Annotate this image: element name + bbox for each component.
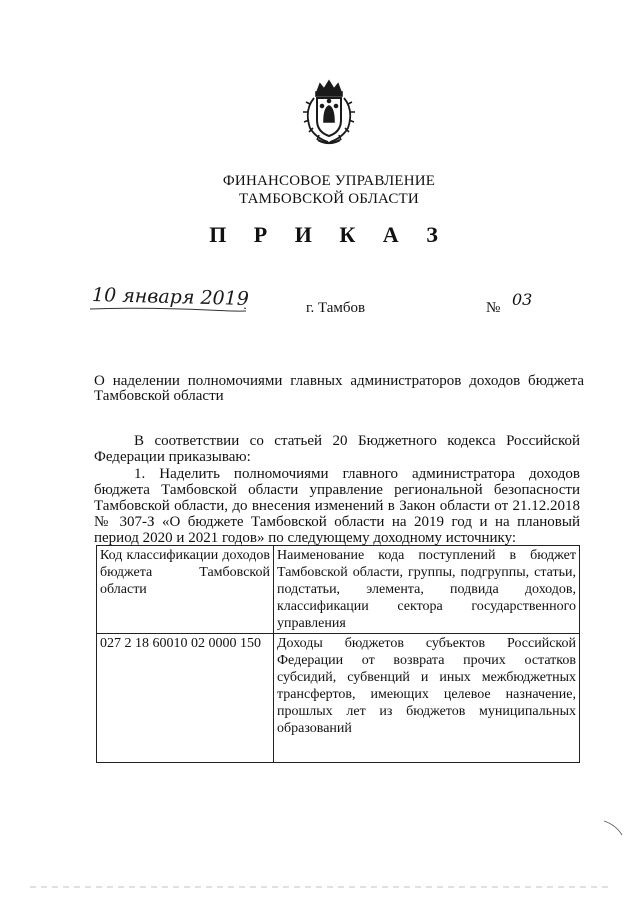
handwritten-number: 03 xyxy=(512,290,533,309)
row-cell-name: Доходы бюджетов субъектов Российской Федерации от возврата прочих остатков субсидий, субвенций и иных межбюджетных трансфертов, имеющих целевое назначение, прошлых лет из бюджетов муниципальных образований xyxy=(274,634,580,763)
organization-line-1: ФИНАНСОВОЕ УПРАВЛЕНИЕ xyxy=(222,173,436,189)
revenue-code-table xyxy=(96,545,580,763)
city-name: г. Тамбов xyxy=(306,300,366,316)
handwritten-date: 10 января 2019 xyxy=(91,283,250,311)
table-row xyxy=(97,634,580,763)
preamble-paragraph: В соответствии со статьей 20 Бюджетного кодекса Российской Федерации приказываю: xyxy=(94,433,580,465)
number-label: № xyxy=(486,300,501,316)
coat-of-arms-icon xyxy=(300,78,358,146)
organization-name xyxy=(0,172,640,208)
page-bottom-edge xyxy=(0,884,640,890)
order-subject: О наделении полномочиями главных администраторов доходов бюджета Тамбовской области xyxy=(94,373,584,404)
header-cell-name: Наименование кода поступлений в бюджет Тамбовской области, группы, подгруппы, статьи, подстатьи, элемента, подвида доходов, классификации сектора государственного управления xyxy=(274,546,580,634)
document-title: П Р И К А З xyxy=(209,222,449,247)
row-cell-code: 027 2 18 60010 02 0000 150 xyxy=(97,634,274,763)
header-cell-code: Код классификации доходов бюджета Тамбовской области xyxy=(97,546,274,634)
margin-mark xyxy=(600,815,630,855)
table-header-row xyxy=(97,546,580,634)
clause-1-paragraph: 1. Наделить полномочиями главного администратора доходов бюджета Тамбовской области управление региональной безопасности Тамбовской области, до внесения изменений в Закон области от 21.12.2018 № 307-З «О бюджете Тамбовской области на 2019 год и на плановый период 2020 и 2021 годов» по следующему доходному источнику: xyxy=(94,466,580,546)
handwritten-underline xyxy=(88,306,246,312)
organization-line-2: ТАМБОВСКОЙ ОБЛАСТИ xyxy=(239,191,419,207)
